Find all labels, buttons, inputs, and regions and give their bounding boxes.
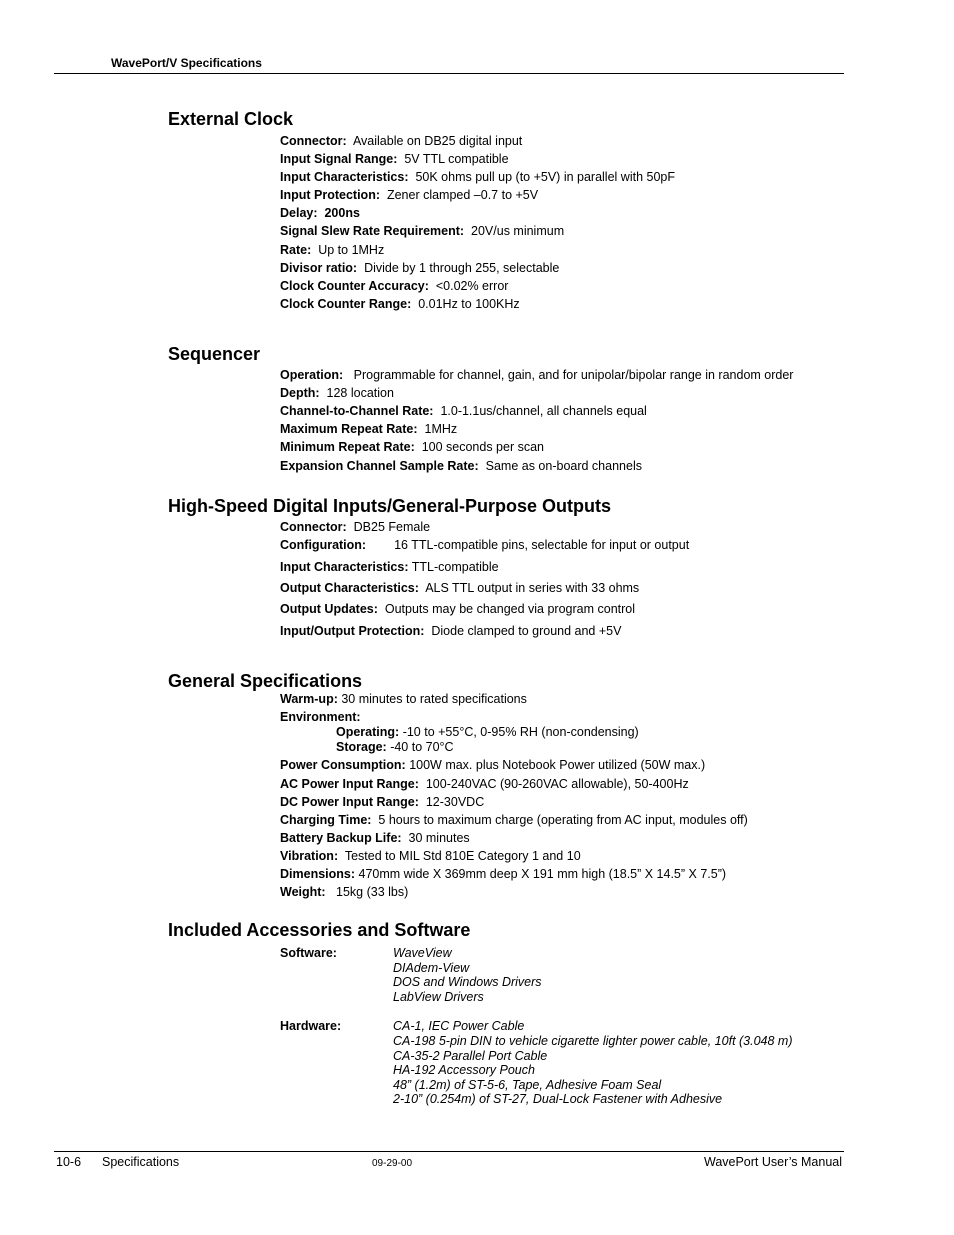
spec-row: Operation: Programmable for channel, gain, and for unipolar/bipolar range in random order bbox=[280, 368, 794, 382]
spec-row: Signal Slew Rate Requirement: 20V/us minimum bbox=[280, 224, 565, 238]
spec-row: Power Consumption: 100W max. plus Notebook Power utilized (50W max.) bbox=[280, 758, 706, 772]
spec-row: Dimensions: 470mm wide X 369mm deep X 191 mm high (18.5” X 14.5” X 7.5”) bbox=[280, 867, 727, 881]
footer-section: Specifications bbox=[102, 1155, 180, 1169]
hardware-item: HA-192 Accessory Pouch bbox=[393, 1063, 535, 1077]
spec-row: Battery Backup Life: 30 minutes bbox=[280, 831, 470, 845]
spec-row: AC Power Input Range: 100-240VAC (90-260VAC allowable), 50-400Hz bbox=[280, 777, 689, 791]
running-header: WavePort/V Specifications bbox=[111, 56, 262, 70]
spec-row: Input Protection: Zener clamped –0.7 to +5V bbox=[280, 188, 539, 202]
hardware-item: CA-1, IEC Power Cable bbox=[393, 1019, 525, 1033]
spec-row: Input Characteristics: TTL-compatible bbox=[280, 560, 499, 574]
spec-row: Output Updates: Outputs may be changed via program control bbox=[280, 602, 636, 616]
software-item: DOS and Windows Drivers bbox=[393, 975, 542, 989]
spec-row: Input Signal Range: 5V TTL compatible bbox=[280, 152, 509, 166]
footer-page-number: 10-6 bbox=[56, 1155, 82, 1169]
spec-row: Input Characteristics: 50K ohms pull up (to +5V) in parallel with 50pF bbox=[280, 170, 675, 184]
hardware-label: Hardware: bbox=[280, 1019, 342, 1033]
section-heading-external-clock: External Clock bbox=[168, 109, 294, 129]
spec-row-operating: Operating: -10 to +55°C, 0-95% RH (non-condensing) bbox=[336, 725, 639, 739]
spec-row: DC Power Input Range: 12-30VDC bbox=[280, 795, 485, 809]
section-heading-digital-io: High-Speed Digital Inputs/General-Purpose Outputs bbox=[168, 496, 612, 516]
header-rule bbox=[54, 73, 844, 74]
spec-row: Clock Counter Accuracy: <0.02% error bbox=[280, 279, 509, 293]
spec-row: Vibration: Tested to MIL Std 810E Category 1 and 10 bbox=[280, 849, 581, 863]
spec-row: Clock Counter Range: 0.01Hz to 100KHz bbox=[280, 297, 520, 311]
spec-row: Charging Time: 5 hours to maximum charge (operating from AC input, modules off) bbox=[280, 813, 748, 827]
spec-row: Depth: 128 location bbox=[280, 386, 394, 400]
hardware-item: CA-35-2 Parallel Port Cable bbox=[393, 1049, 548, 1063]
spec-row: Delay: 200ns bbox=[280, 206, 360, 220]
spec-row: Output Characteristics: ALS TTL output in series with 33 ohms bbox=[280, 581, 640, 595]
spec-row-storage: Storage: -40 to 70°C bbox=[336, 740, 454, 754]
spec-row: Channel-to-Channel Rate: 1.0-1.1us/channel, all channels equal bbox=[280, 404, 647, 418]
software-item: LabView Drivers bbox=[393, 990, 484, 1004]
footer-date: 09-29-00 bbox=[372, 1158, 413, 1169]
spec-row: Expansion Channel Sample Rate: Same as on-board channels bbox=[280, 459, 642, 473]
spec-row-environment: Environment: bbox=[280, 710, 361, 724]
software-item: WaveView bbox=[393, 946, 452, 960]
footer-rule bbox=[54, 1151, 844, 1152]
spec-row: Connector: DB25 Female bbox=[280, 520, 431, 534]
spec-row: Divisor ratio: Divide by 1 through 255, selectable bbox=[280, 261, 560, 275]
hardware-item: 2-10” (0.254m) of ST-27, Dual-Lock Fastener with Adhesive bbox=[393, 1092, 723, 1106]
software-label: Software: bbox=[280, 946, 337, 960]
spec-row: Configuration: 16 TTL-compatible pins, selectable for input or output bbox=[280, 538, 690, 552]
spec-row: Maximum Repeat Rate: 1MHz bbox=[280, 422, 458, 436]
hardware-item: CA-198 5-pin DIN to vehicle cigarette lighter power cable, 10ft (3.048 m) bbox=[393, 1034, 793, 1048]
spec-row: Warm-up: 30 minutes to rated specifications bbox=[280, 692, 527, 706]
spec-row: Rate: Up to 1MHz bbox=[280, 243, 385, 257]
spec-row: Minimum Repeat Rate: 100 seconds per scan bbox=[280, 440, 545, 454]
section-heading-accessories: Included Accessories and Software bbox=[168, 920, 471, 940]
spec-row: Connector: Available on DB25 digital input bbox=[280, 134, 523, 148]
spec-row: Weight: 15kg (33 lbs) bbox=[280, 885, 409, 899]
spec-row: Input/Output Protection: Diode clamped to ground and +5V bbox=[280, 624, 622, 638]
section-heading-general: General Specifications bbox=[168, 671, 363, 691]
hardware-item: 48” (1.2m) of ST-5-6, Tape, Adhesive Foam Seal bbox=[393, 1078, 662, 1092]
footer-manual-title: WavePort User’s Manual bbox=[703, 1155, 842, 1169]
software-item: DIAdem-View bbox=[393, 961, 470, 975]
section-heading-sequencer: Sequencer bbox=[168, 344, 261, 364]
